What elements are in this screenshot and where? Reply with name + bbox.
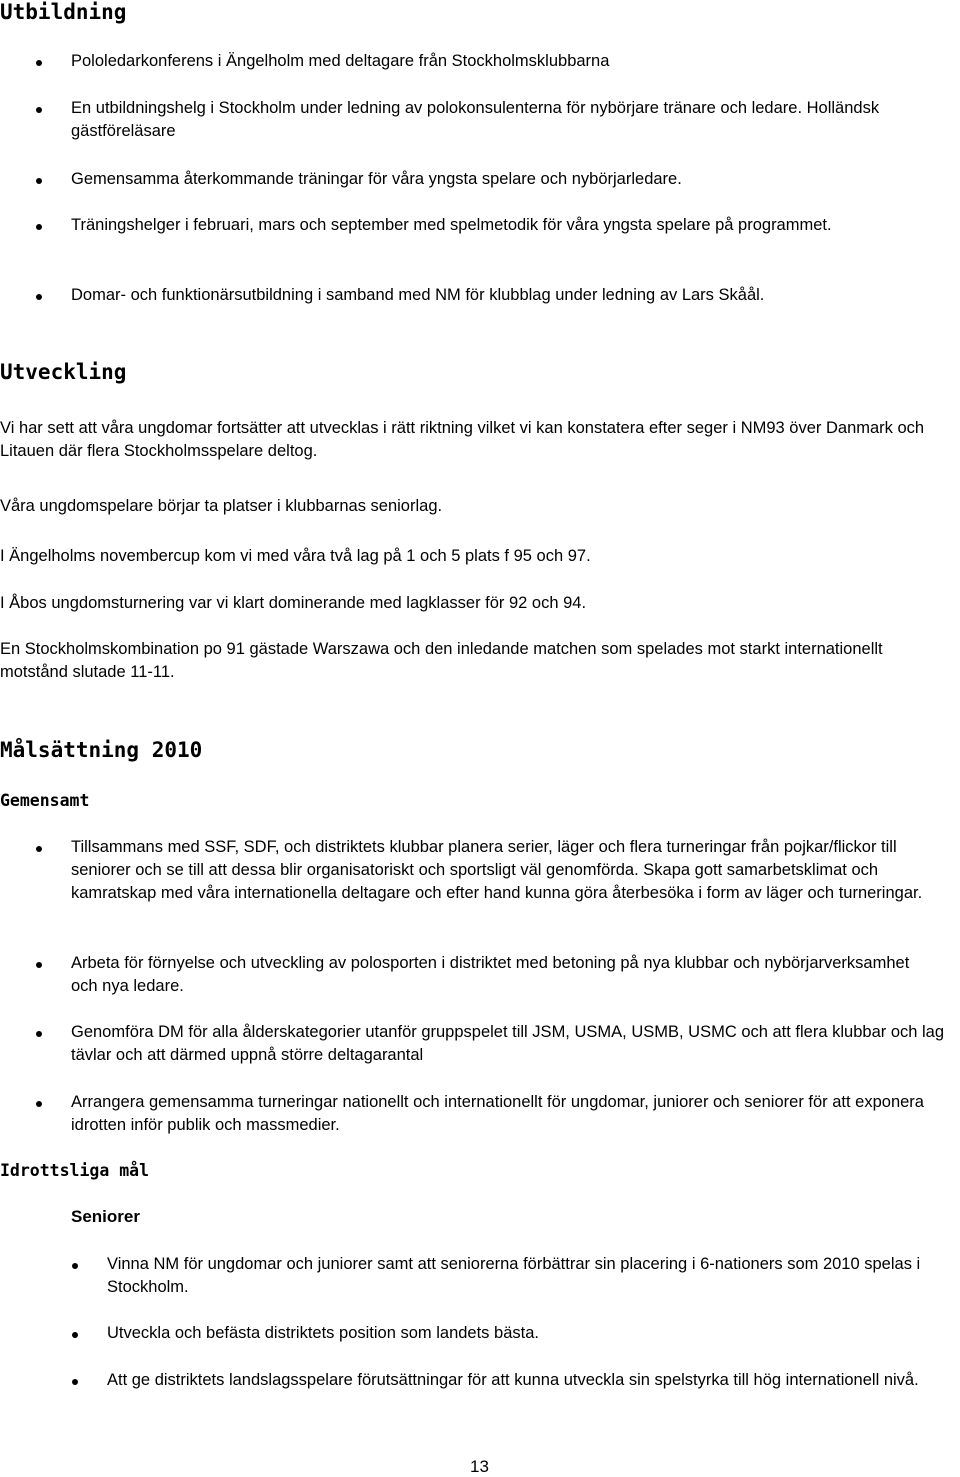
paragraph: En Stockholmskombination po 91 gästade Warszawa och den inledande matchen som spelades mot starkt internationellt motstånd slutade 11-11. xyxy=(0,640,883,681)
bullet-icon xyxy=(36,294,42,300)
bullet-icon xyxy=(36,962,42,968)
list-item-text: Utveckla och befästa distriktets position som landets bästa. xyxy=(107,1324,539,1342)
list-item-text: Träningshelger i februari, mars och september med spelmetodik för våra yngsta spelare på programmet. xyxy=(71,216,832,234)
bullet-icon xyxy=(36,1031,42,1037)
list-item-text: En utbildningshelg i Stockholm under ledning av polokonsulenterna för nybörjare tränare och ledare. Holländsk gästföreläsare xyxy=(71,99,880,140)
bullet-icon xyxy=(36,178,42,184)
list-item-text: Gemensamma återkommande träningar för våra yngsta spelare och nybörjarledare. xyxy=(71,170,682,188)
list-item-text: Arbeta för förnyelse och utveckling av polosporten i distriktet med betoning på nya klubbar och nybörjarverksamhet och nya ledare. xyxy=(71,954,910,995)
page-number: 13 xyxy=(470,1457,489,1476)
paragraph: Våra ungdomspelare börjar ta platser i klubbarnas seniorlag. xyxy=(0,497,443,515)
list-item-text: Domar- och funktionärsutbildning i samband med NM för klubblag under ledning av Lars Skåål. xyxy=(71,286,765,304)
list-item-text: Pololedarkonferens i Ängelholm med deltagare från Stockholmsklubbarna xyxy=(71,52,610,70)
subheading-idrottsliga-mal: Idrottsliga mål xyxy=(0,1161,150,1180)
section-heading-malsattning: Målsättning 2010 xyxy=(0,738,203,762)
subheading-gemensamt: Gemensamt xyxy=(0,791,90,810)
section-heading-utveckling: Utveckling xyxy=(0,360,127,384)
section-heading-utbildning: Utbildning xyxy=(0,0,127,24)
paragraph: I Ängelholms novembercup kom vi med våra två lag på 1 och 5 plats f 95 och 97. xyxy=(0,547,591,565)
bullet-icon xyxy=(36,1101,42,1107)
list-item-text: Att ge distriktets landslagsspelare förutsättningar för att kunna utveckla sin spelstyrka till hög internationell nivå. xyxy=(107,1371,919,1389)
list-item-text: Arrangera gemensamma turneringar nationellt och internationellt för ungdomar, juniorer och seniorer för att exponera idrotten inför publik och massmedier. xyxy=(71,1093,924,1134)
bullet-icon xyxy=(36,107,42,113)
list-item-text: Genomföra DM för alla ålderskategorier utanför gruppspelet till JSM, USMA, USMB, USMC och att flera klubbar och lag tävlar och att därmed uppnå större deltagarantal xyxy=(71,1023,945,1064)
list-item-text: Tillsammans med SSF, SDF, och distriktets klubbar planera serier, läger och flera turneringar från pojkar/flickor till seniorer och se till att dessa blir organisatoriskt och sportsligt väl genomförda. Skapa gott samarbetsklimat och kamratskap med våra internationella deltagare och efter hand kunna göra återbesöka i form av läger och turneringar. xyxy=(71,838,923,902)
list-item-text: Vinna NM för ungdomar och juniorer samt att seniorerna förbättrar sin placering i 6-nationers som 2010 spelas i Stockholm. xyxy=(107,1255,921,1296)
subheading-seniorer: Seniorer xyxy=(71,1207,140,1226)
bullet-icon xyxy=(72,1332,78,1338)
paragraph: I Åbos ungdomsturnering var vi klart dominerande med lagklasser för 92 och 94. xyxy=(0,594,587,612)
bullet-icon xyxy=(72,1379,78,1385)
paragraph: Vi har sett att våra ungdomar fortsätter att utvecklas i rätt riktning vilket vi kan konstatera efter seger i NM93 över Danmark och Litauen där flera Stockholmsspelare deltog. xyxy=(0,419,925,460)
bullet-icon xyxy=(36,224,42,230)
bullet-icon xyxy=(36,60,42,66)
bullet-icon xyxy=(36,846,42,852)
bullet-icon xyxy=(72,1263,78,1269)
